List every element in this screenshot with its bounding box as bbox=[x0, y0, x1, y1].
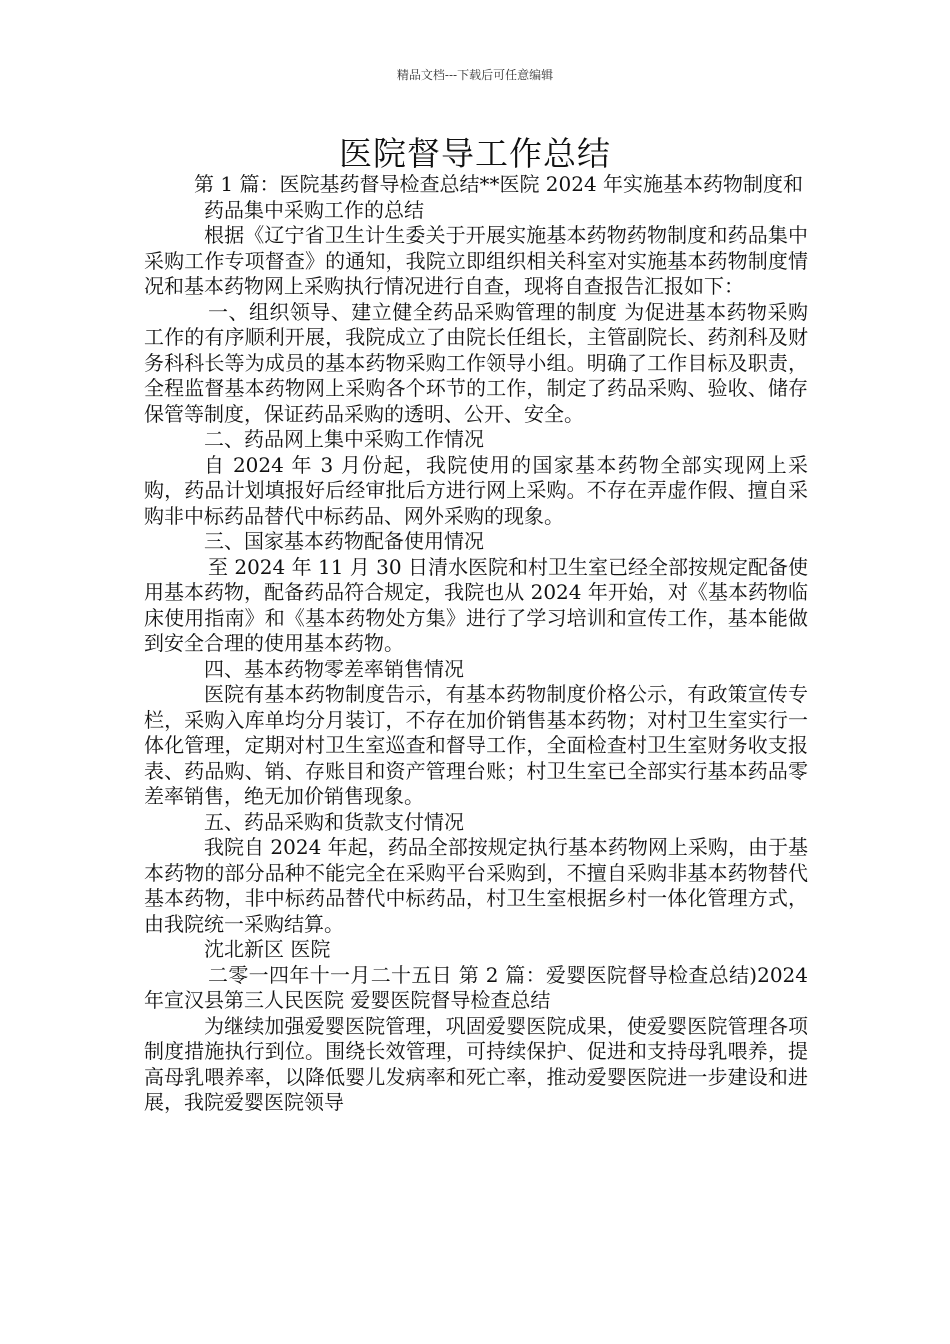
paragraph: 第 1 篇：医院基药督导检查总结**医院 2024 年实施基本药物制度和 bbox=[194, 172, 804, 196]
paragraph: 为继续加强爱婴医院管理，巩固爱婴医院成果，使爱婴医院管理各项制度措施执行到位。围绕长效管理，可持续保护、促进和支持母乳喂养，提高母乳喂养率，以降低婴儿发病率和死亡率，推动爱婴医院进一步建设和进展，我院爱婴医院领导 bbox=[144, 1013, 808, 1114]
paragraph: 至 2024 年 11 月 30 日清水医院和村卫生室已经全部按规定配备使用基本药物，配备药品符合规定，我院也从 2024 年开始，对《基本药物临床使用指南》和《基本药物处方集》进行了学习培训和宣传工作，基本能做到安全合理的使用基本药物。 bbox=[144, 554, 808, 655]
paragraph: 二零一四年十一月二十五日 第 2 篇：爱婴医院督导检查总结)2024 年宣汉县第三人民医院 爱婴医院督导检查总结 bbox=[144, 962, 808, 1012]
signature-line: 沈北新区 医院 bbox=[204, 937, 331, 961]
page-header: 精品文档---下载后可任意编辑 bbox=[396, 68, 554, 82]
paragraph: 一、组织领导、建立健全药品采购管理的制度 为促进基本药物采购工作的有序顺利开展，我院成立了由院长任组长，主管副院长、药剂科及财务科科长等为成员的基本药物采购工作领导小组。明确了工作目标及职责，全程监督基本药物网上采购各个环节的工作，制定了药品采购、验收、储存保管等制度，保证药品采购的透明、公开、安全。 bbox=[144, 299, 808, 426]
document-body bbox=[144, 172, 808, 1116]
paragraph: 我院自 2024 年起，药品全部按规定执行基本药物网上采购，由于基本药物的部分品种不能完全在采购平台采购到，不擅自采购非基本药物替代基本药物，非中标药品替代中标药品，村卫生室根据乡村一体化管理方式，由我院统一采购结算。 bbox=[144, 835, 808, 936]
section-heading: 四、基本药物零差率销售情况 bbox=[204, 656, 464, 681]
section-heading: 二、药品网上集中采购工作情况 bbox=[204, 427, 484, 451]
paragraph: 药品集中采购工作的总结 bbox=[204, 197, 424, 222]
paragraph: 自 2024 年 3 月份起，我院使用的国家基本药物全部实现网上采购，药品计划填报好后经审批后方进行网上采购。不存在弄虚作假、擅自采购非中标药品替代中标药品、网外采购的现象。 bbox=[144, 452, 808, 528]
paragraph: 根据《辽宁省卫生计生委关于开展实施基本药物药物制度和药品集中采购工作专项督查》的通知，我院立即组织相关科室对实施基本药物制度情况和基本药物网上采购执行情况进行自查，现将自查报告汇报如下： bbox=[144, 223, 808, 298]
document-title: 医院督导工作总结 bbox=[339, 134, 611, 173]
paragraph: 医院有基本药物制度告示，有基本药物制度价格公示，有政策宣传专栏，采购入库单均分月装订，不存在加价销售基本药物；对村卫生室实行一体化管理，定期对村卫生室巡查和督导工作，全面检查村卫生室财务收支报表、药品购、销、存账目和资产管理台账；村卫生室已全部实行基本药品零差率销售，绝无加价销售现象。 bbox=[144, 682, 808, 808]
section-heading: 三、国家基本药物配备使用情况 bbox=[204, 529, 484, 553]
section-heading: 五、药品采购和货款支付情况 bbox=[204, 809, 464, 834]
